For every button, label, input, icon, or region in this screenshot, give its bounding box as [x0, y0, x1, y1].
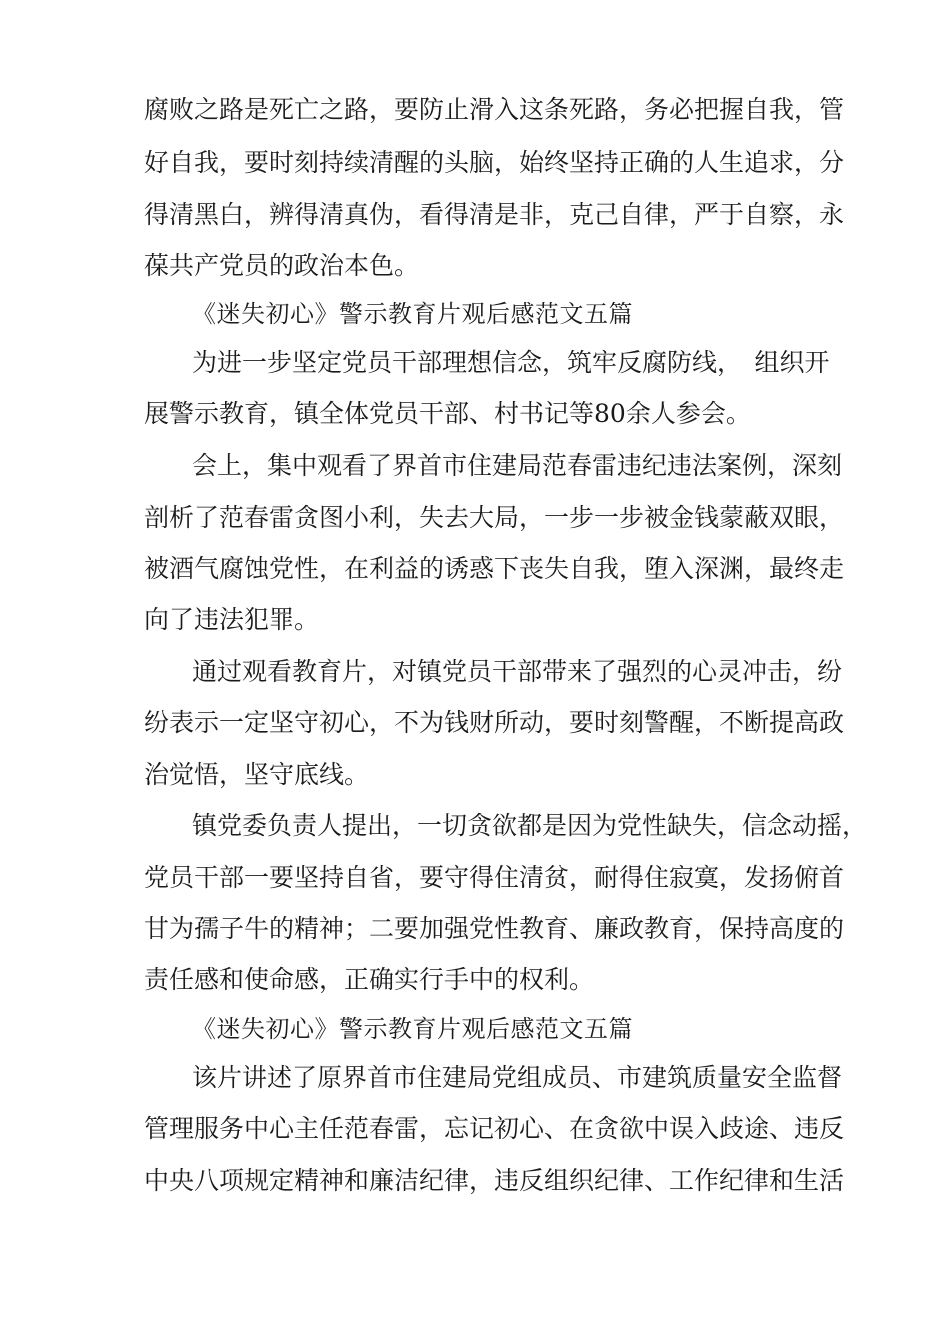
paragraph-line: 剖析了范春雷贪图小利，失去大局，一步一步被金钱蒙蔽双眼， [144, 503, 845, 532]
paragraph-line: 该片讲述了原界首市住建局党组成员、市建筑质量安全监督 [192, 1063, 843, 1092]
paragraph-line: 责任感和使命感，正确实行手中的权利。 [144, 965, 595, 994]
paragraph-line: 管理服务中心主任范春雷，忘记初心、在贪欲中误入歧途、违反 [144, 1114, 845, 1143]
paragraph-line: 向了违法犯罪。 [144, 605, 320, 634]
paragraph-line: 好自我，要时刻持续清醒的头脑，始终坚持正确的人生追求，分 [144, 148, 845, 177]
paragraph-line: 得清黑白，辨得清真伪，看得清是非，克己自律，严于自察，永 [144, 200, 845, 229]
paragraph-line: 展警示教育，镇全体党员干部、村书记等80余人参会。 [144, 399, 751, 428]
paragraph-line: 葆共产党员的政治本色。 [144, 251, 420, 280]
paragraph-line: 治觉悟，坚守底线。 [144, 760, 370, 789]
paragraph-line: 通过观看教育片，对镇党员干部带来了强烈的心灵冲击，纷 [192, 657, 843, 686]
paragraph-line: 纷表示一定坚守初心，不为钱财所动，要时刻警醒，不断提高政 [144, 708, 845, 737]
paragraph-line: 党员干部一要坚持自省，要守得住清贫，耐得住寂寞，发扬俯首 [144, 863, 845, 892]
paragraph-line: 腐败之路是死亡之路，要防止滑入这条死路，务必把握自我，管 [144, 95, 845, 124]
section-heading: 《迷失初心》警示教育片观后感范文五篇 [192, 1015, 633, 1043]
paragraph-line: 甘为孺子牛的精神；二要加强党性教育、廉政教育，保持高度的 [144, 914, 845, 943]
paragraph-line: 会上，集中观看了界首市住建局范春雷违纪违法案例，深刻 [192, 451, 843, 480]
paragraph-line: 镇党委负责人提出，一切贪欲都是因为党性缺失，信念动摇， [192, 811, 868, 840]
paragraph-line: 被酒气腐蚀党性，在利益的诱惑下丧失自我，堕入深渊，最终走 [144, 554, 845, 583]
paragraph-line: 中央八项规定精神和廉洁纪律，违反组织纪律、工作纪律和生活 [144, 1166, 845, 1195]
paragraph-line: 为进一步坚定党员干部理想信念，筑牢反腐防线， 组织开 [192, 348, 830, 377]
section-heading: 《迷失初心》警示教育片观后感范文五篇 [192, 300, 633, 328]
